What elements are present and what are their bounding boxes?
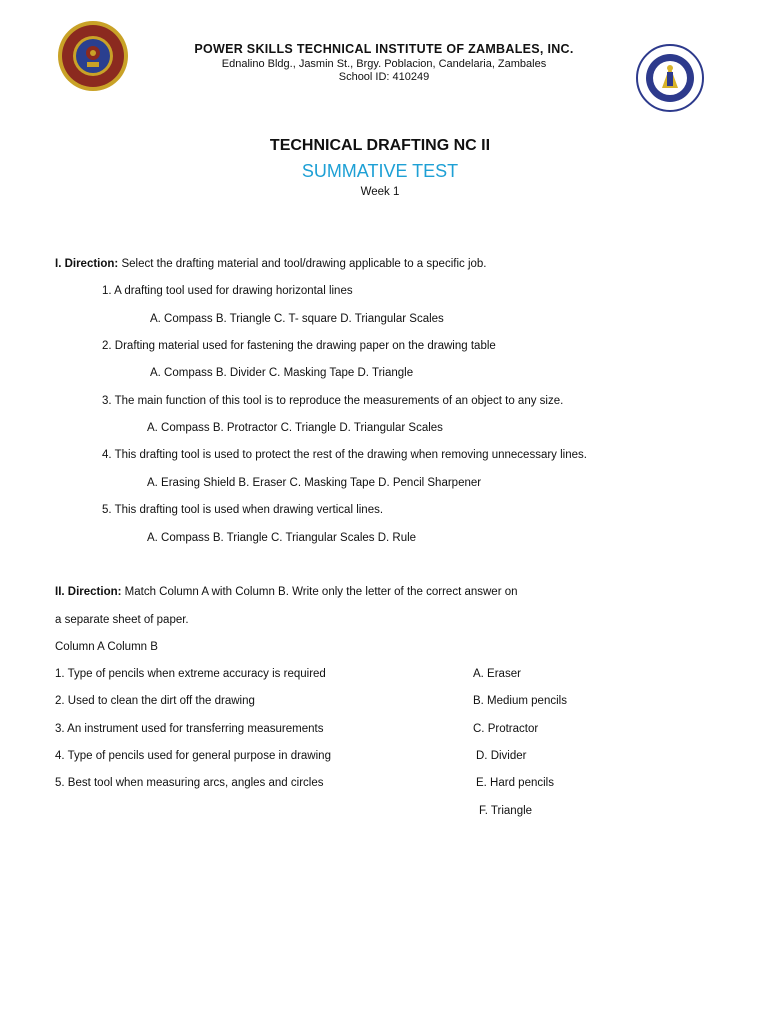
part1-direction-label: I. Direction: (55, 258, 119, 270)
question-3: 3. The main function of this tool is to reproduce the measurements of an object to any size. (102, 395, 564, 407)
part2-direction-continued: a separate sheet of paper. (55, 614, 189, 626)
document-subtitle: SUMMATIVE TEST (301, 161, 459, 181)
question-4: 4. This drafting tool is used to protect the rest of the drawing when removing unnecessary lines. (102, 449, 587, 461)
institution-address: Ednalino Bldg., Jasmin St., Brgy. Poblacion, Candelaria, Zambales (221, 58, 547, 70)
column-a-item: 4. Type of pencils used for general purpose in drawing (55, 750, 331, 762)
column-a-item: 3. An instrument used for transferring measurements (55, 723, 324, 735)
columns-header: Column A Column B (55, 641, 158, 653)
column-b-item: C. Protractor (473, 723, 539, 735)
column-b-item: D. Divider (476, 750, 527, 762)
column-b-item: B. Medium pencils (473, 695, 567, 707)
question-2-choices: A. Compass B. Divider C. Masking Tape D. Triangle (150, 367, 414, 379)
part2-direction-text: Match Column A with Column B. Write only the letter of the correct answer on (121, 586, 518, 598)
week-label: Week 1 (360, 186, 400, 198)
column-a-item: 2. Used to clean the dirt off the drawing (55, 695, 255, 707)
part1-direction (55, 258, 486, 270)
institution-name: POWER SKILLS TECHNICAL INSTITUTE OF ZAMBALES, INC. (194, 42, 574, 56)
column-a-item: 1. Type of pencils when extreme accuracy is required (55, 668, 326, 680)
question-2: 2. Drafting material used for fastening the drawing paper on the drawing table (102, 340, 496, 352)
question-3-choices: A. Compass B. Protractor C. Triangle D. Triangular Scales (147, 422, 443, 434)
column-b-item: A. Eraser (473, 668, 521, 680)
document-title: TECHNICAL DRAFTING NC II (269, 137, 491, 154)
question-1-choices: A. Compass B. Triangle C. T- square D. Triangular Scales (150, 313, 444, 325)
part2-direction-label: II. Direction: (55, 586, 122, 598)
question-1: 1. A drafting tool used for drawing horizontal lines (102, 285, 353, 297)
question-5-choices: A. Compass B. Triangle C. Triangular Scales D. Rule (147, 532, 417, 544)
part1-direction-text: Select the drafting material and tool/drawing applicable to a specific job. (118, 258, 487, 270)
question-5: 5. This drafting tool is used when drawing vertical lines. (102, 504, 384, 516)
column-b-item: E. Hard pencils (476, 777, 554, 789)
school-id: School ID: 410249 (338, 71, 430, 83)
column-b-item: F. Triangle (479, 805, 533, 817)
question-4-choices: A. Erasing Shield B. Eraser C. Masking Tape D. Pencil Sharpener (147, 477, 482, 489)
column-a-item: 5. Best tool when measuring arcs, angles and circles (55, 777, 324, 789)
part2-direction (55, 586, 518, 598)
